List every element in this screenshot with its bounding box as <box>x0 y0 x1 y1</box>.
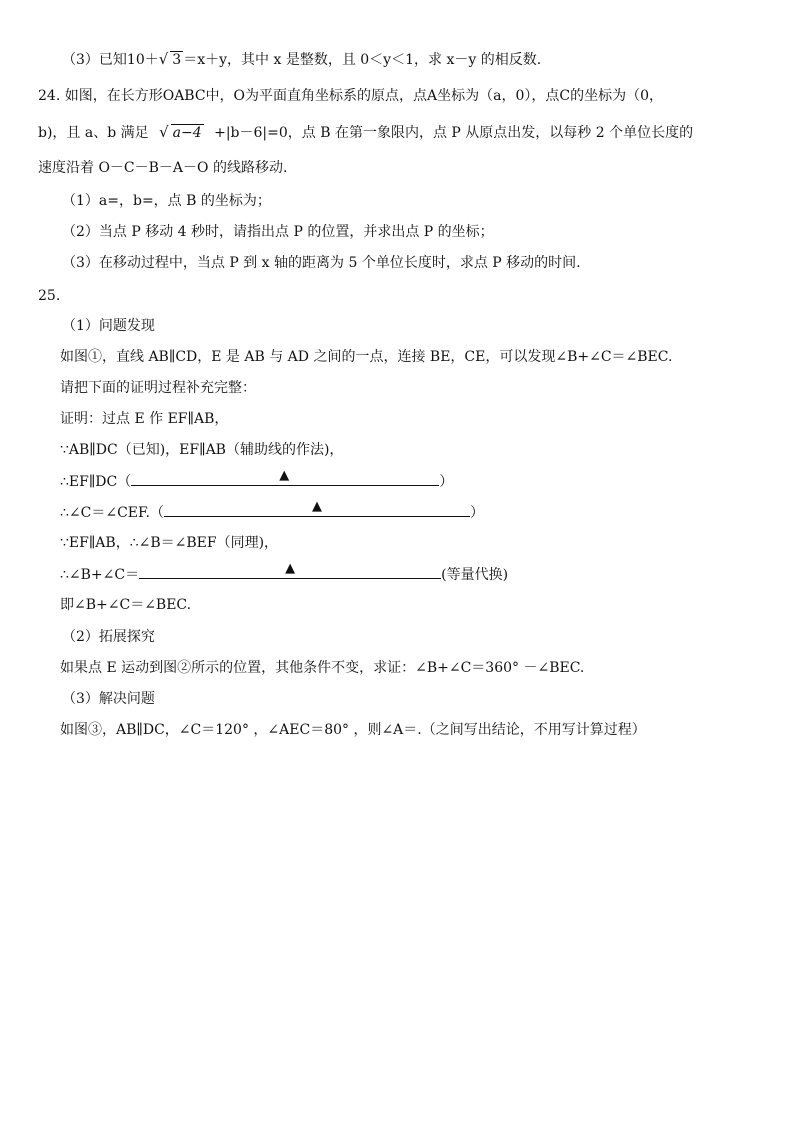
q25-step3-prefix: ∴∠C＝∠CEF.（ <box>60 505 164 521</box>
q24-line2 <box>38 122 693 143</box>
q25-part3-text: 如图③，AB∥DC，∠C＝120° ，∠AEC＝80° ，则∠A＝.（之间写出结论，不用写计算过程） <box>60 722 646 738</box>
q25-step2-suffix: ） <box>439 474 454 490</box>
q24-sub2: （2）当点 P 移动 4 秒时，请指出点 P 的位置，并求出点 P 的坐标； <box>62 224 494 240</box>
q25-step5-prefix: ∴∠B+∠C＝ <box>60 567 140 583</box>
q25-number: 25. <box>38 288 61 304</box>
answer-blank-3[interactable] <box>139 561 441 579</box>
blank-triangle-marker: ▲ <box>279 468 290 483</box>
blank-triangle-marker: ▲ <box>285 561 296 576</box>
q25-step2-prefix: ∴EF∥DC（ <box>60 474 132 490</box>
sqrt-symbol: √ <box>159 123 169 141</box>
q23-part3-line <box>62 49 541 70</box>
q25-part2-title: （2）拓展探究 <box>62 629 155 645</box>
q24-line1: 24. 如图，在长方形OABC中，O为平面直角坐标系的原点，点A坐标为（a，0），点C的坐标为（0， <box>38 88 664 104</box>
q24-sqrt-content: a−4 <box>172 125 202 141</box>
q25-part2-text: 如果点 E 运动到图②所示的位置，其他条件不变，求证：∠B+∠C＝360° －∠BEC. <box>60 660 585 676</box>
q25-conclusion: 即∠B+∠C＝∠BEC. <box>60 597 192 613</box>
q25-part1-title: （1）问题发现 <box>62 318 155 334</box>
answer-blank-2[interactable] <box>164 499 470 517</box>
q24-line2-text-a: b)，且 a、b 满足 <box>38 125 149 141</box>
q23-part3-text-b: ＝x＋y，其中 x 是整数，且 0＜y＜1，求 x－y 的相反数. <box>183 52 542 68</box>
q24-sub1: （1）a=，b=，点 B 的坐标为； <box>62 193 271 209</box>
q25-step3 <box>60 499 484 523</box>
q23-sqrt-content: 3 <box>172 52 182 68</box>
q24-sub3: （3）在移动过程中，当点 P 到 x 轴的距离为 5 个单位长度时，求点 P 移动的时间. <box>62 255 581 271</box>
q25-step5 <box>60 561 509 585</box>
q25-part3-title: （3）解决问题 <box>62 691 155 707</box>
q24-line2-text-b: +|b－6|=0，点 B 在第一象限内，点 P 从原点出发，以每秒 2 个单位长度的 <box>214 125 694 141</box>
q24-line3: 速度沿着 O－C－B－A－O 的线路移动. <box>38 160 288 176</box>
q23-part3-text-a: （3）已知10＋ <box>62 52 159 68</box>
q25-step4: ∵EF∥AB，∴∠B＝∠BEF（同理)， <box>60 535 279 551</box>
blank-triangle-marker: ▲ <box>312 499 322 514</box>
sqrt-symbol: √ <box>158 50 169 68</box>
q25-intro: 如图①，直线 AB∥CD，E 是 AB 与 AD 之间的一点，连接 BE，CE，可以发现∠B+∠C＝∠BEC. <box>60 349 673 365</box>
q25-step3-suffix: ） <box>470 505 484 521</box>
q25-proof-start: 证明：过点 E 作 EF∥AB， <box>60 411 229 427</box>
q25-step1: ∵AB∥DC（已知)，EF∥AB（辅助线的作法)， <box>60 442 344 458</box>
q25-instruction: 请把下面的证明过程补充完整： <box>60 380 256 396</box>
answer-blank-1[interactable] <box>131 468 439 486</box>
q25-step5-suffix: (等量代换) <box>441 567 509 583</box>
q25-step2 <box>60 468 454 492</box>
